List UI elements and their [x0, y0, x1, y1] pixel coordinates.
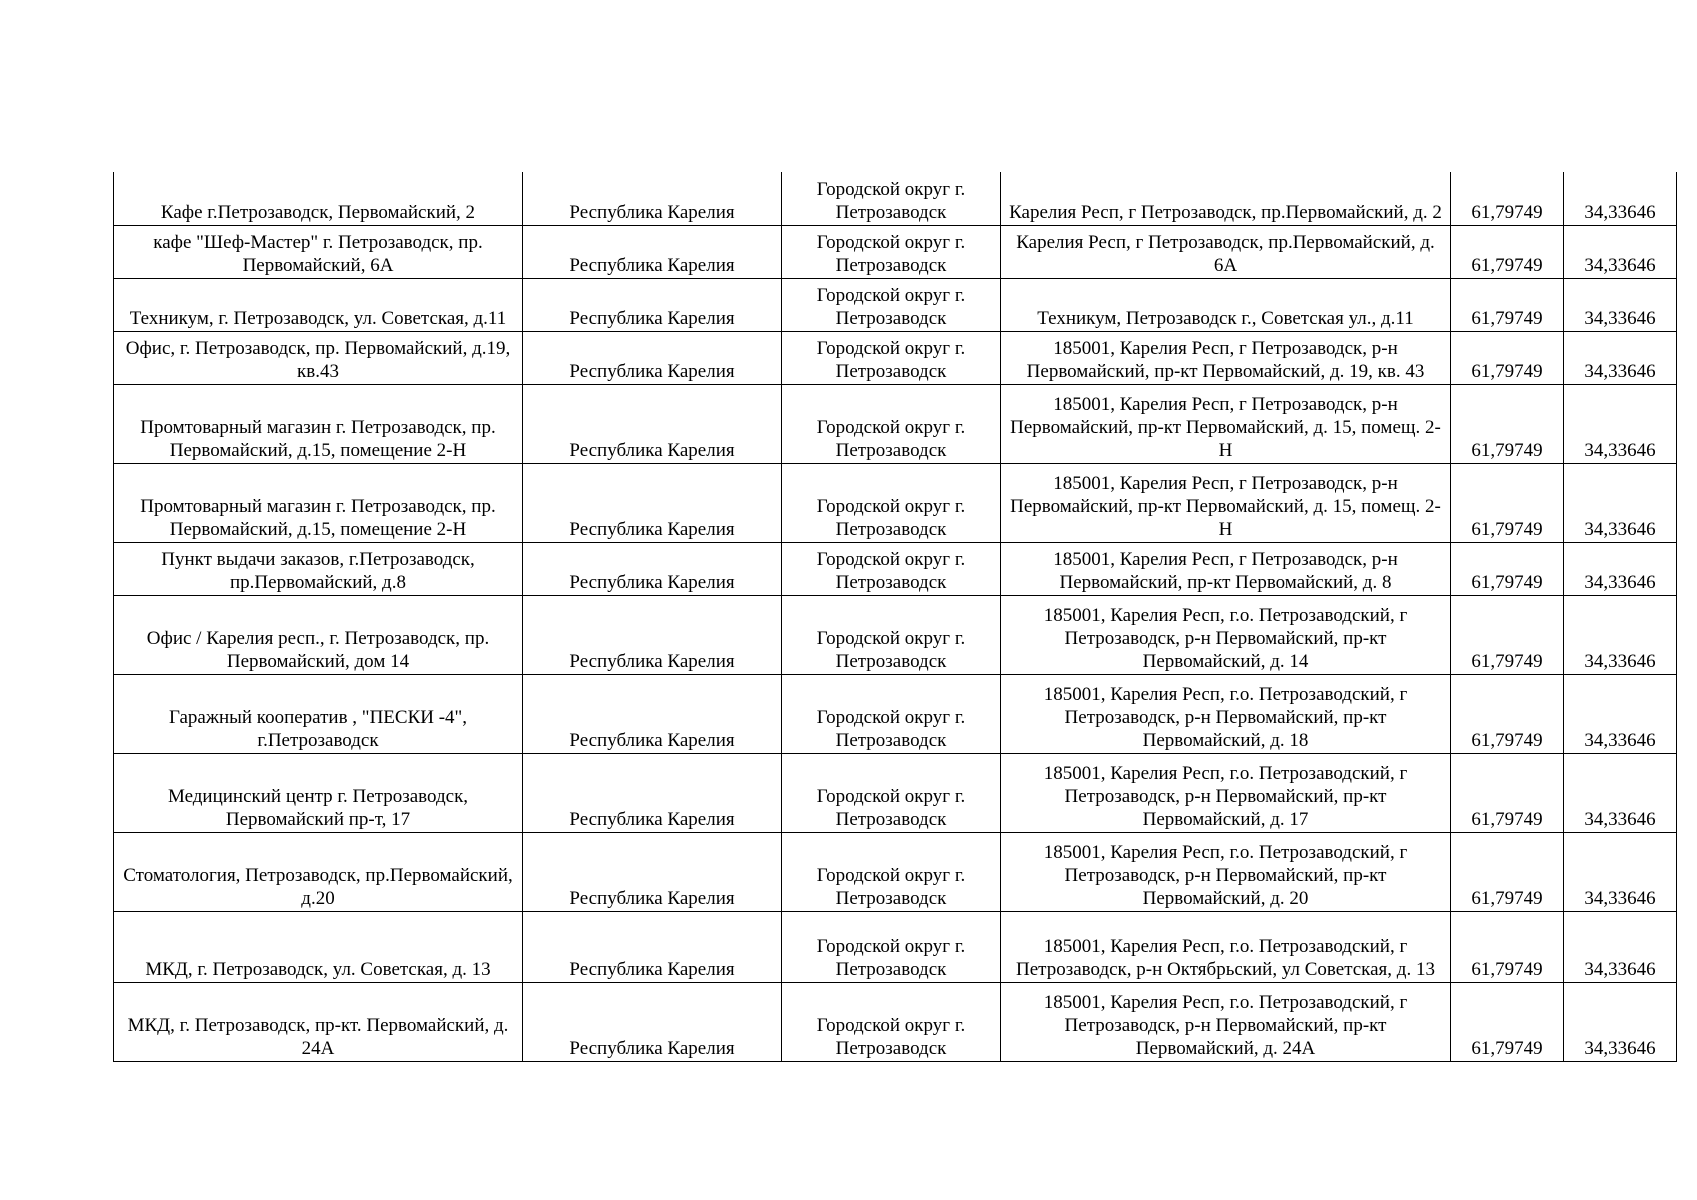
latitude-cell: 61,79749	[1451, 278, 1564, 331]
object-name-cell: Офис, г. Петрозаводск, пр. Первомайский, д.19, кв.43	[114, 331, 523, 384]
longitude-cell: 34,33646	[1564, 753, 1677, 832]
address-cell: 185001, Карелия Респ, г Петрозаводск, р-н Первомайский, пр-кт Первомайский, д. 15, помещ. 2-Н	[1001, 384, 1451, 463]
district-cell: Городской округ г. Петрозаводск	[782, 674, 1001, 753]
region-cell: Республика Карелия	[523, 911, 782, 982]
longitude-cell: 34,33646	[1564, 832, 1677, 911]
district-cell: Городской округ г. Петрозаводск	[782, 172, 1001, 225]
address-cell: 185001, Карелия Респ, г.о. Петрозаводский, г Петрозаводск, р-н Первомайский, пр-кт Первомайский, д. 18	[1001, 674, 1451, 753]
table-row	[114, 674, 1677, 753]
address-cell: 185001, Карелия Респ, г Петрозаводск, р-н Первомайский, пр-кт Первомайский, д. 19, кв. 43	[1001, 331, 1451, 384]
district-cell: Городской округ г. Петрозаводск	[782, 982, 1001, 1061]
longitude-cell: 34,33646	[1564, 982, 1677, 1061]
address-cell: 185001, Карелия Респ, г Петрозаводск, р-н Первомайский, пр-кт Первомайский, д. 15, помещ. 2-Н	[1001, 463, 1451, 542]
object-name-cell: Гаражный кооператив , "ПЕСКИ -4", г.Петрозаводск	[114, 674, 523, 753]
latitude-cell: 61,79749	[1451, 753, 1564, 832]
table-row	[114, 331, 1677, 384]
district-cell: Городской округ г. Петрозаводск	[782, 753, 1001, 832]
object-name-cell: кафе "Шеф-Мастер" г. Петрозаводск, пр. Первомайский, 6А	[114, 225, 523, 278]
table-row	[114, 172, 1677, 225]
address-cell: 185001, Карелия Респ, г.о. Петрозаводский, г Петрозаводск, р-н Первомайский, пр-кт Первомайский, д. 20	[1001, 832, 1451, 911]
table-row	[114, 225, 1677, 278]
longitude-cell: 34,33646	[1564, 331, 1677, 384]
region-cell: Республика Карелия	[523, 982, 782, 1061]
district-cell: Городской округ г. Петрозаводск	[782, 225, 1001, 278]
latitude-cell: 61,79749	[1451, 832, 1564, 911]
address-table	[113, 172, 1677, 1062]
district-cell: Городской округ г. Петрозаводск	[782, 595, 1001, 674]
region-cell: Республика Карелия	[523, 384, 782, 463]
address-cell: Карелия Респ, г Петрозаводск, пр.Первомайский, д. 6А	[1001, 225, 1451, 278]
latitude-cell: 61,79749	[1451, 911, 1564, 982]
table-body	[114, 172, 1677, 1061]
latitude-cell: 61,79749	[1451, 982, 1564, 1061]
object-name-cell: Стоматология, Петрозаводск, пр.Первомайский, д.20	[114, 832, 523, 911]
table-row	[114, 911, 1677, 982]
latitude-cell: 61,79749	[1451, 384, 1564, 463]
region-cell: Республика Карелия	[523, 463, 782, 542]
table-row	[114, 384, 1677, 463]
longitude-cell: 34,33646	[1564, 595, 1677, 674]
district-cell: Городской округ г. Петрозаводск	[782, 278, 1001, 331]
region-cell: Республика Карелия	[523, 542, 782, 595]
region-cell: Республика Карелия	[523, 331, 782, 384]
region-cell: Республика Карелия	[523, 753, 782, 832]
longitude-cell: 34,33646	[1564, 384, 1677, 463]
longitude-cell: 34,33646	[1564, 911, 1677, 982]
table-row	[114, 832, 1677, 911]
address-cell: Техникум, Петрозаводск г., Советская ул., д.11	[1001, 278, 1451, 331]
table-row	[114, 542, 1677, 595]
latitude-cell: 61,79749	[1451, 595, 1564, 674]
address-cell: Карелия Респ, г Петрозаводск, пр.Первомайский, д. 2	[1001, 172, 1451, 225]
address-cell: 185001, Карелия Респ, г.о. Петрозаводский, г Петрозаводск, р-н Первомайский, пр-кт Первомайский, д. 24А	[1001, 982, 1451, 1061]
district-cell: Городской округ г. Петрозаводск	[782, 542, 1001, 595]
object-name-cell: Пункт выдачи заказов, г.Петрозаводск, пр.Первомайский, д.8	[114, 542, 523, 595]
district-cell: Городской округ г. Петрозаводск	[782, 832, 1001, 911]
object-name-cell: МКД, г. Петрозаводск, пр-кт. Первомайский, д. 24А	[114, 982, 523, 1061]
region-cell: Республика Карелия	[523, 225, 782, 278]
district-cell: Городской округ г. Петрозаводск	[782, 463, 1001, 542]
longitude-cell: 34,33646	[1564, 278, 1677, 331]
district-cell: Городской округ г. Петрозаводск	[782, 384, 1001, 463]
address-cell: 185001, Карелия Респ, г.о. Петрозаводский, г Петрозаводск, р-н Первомайский, пр-кт Первомайский, д. 17	[1001, 753, 1451, 832]
latitude-cell: 61,79749	[1451, 331, 1564, 384]
latitude-cell: 61,79749	[1451, 172, 1564, 225]
address-cell: 185001, Карелия Респ, г.о. Петрозаводский, г Петрозаводск, р-н Октябрьский, ул Советская, д. 13	[1001, 911, 1451, 982]
object-name-cell: Офис / Карелия респ., г. Петрозаводск, пр. Первомайский, дом 14	[114, 595, 523, 674]
district-cell: Городской округ г. Петрозаводск	[782, 331, 1001, 384]
region-cell: Республика Карелия	[523, 832, 782, 911]
longitude-cell: 34,33646	[1564, 225, 1677, 278]
table-row	[114, 753, 1677, 832]
table-row	[114, 982, 1677, 1061]
object-name-cell: Кафе г.Петрозаводск, Первомайский, 2	[114, 172, 523, 225]
object-name-cell: Техникум, г. Петрозаводск, ул. Советская, д.11	[114, 278, 523, 331]
latitude-cell: 61,79749	[1451, 674, 1564, 753]
address-cell: 185001, Карелия Респ, г Петрозаводск, р-н Первомайский, пр-кт Первомайский, д. 8	[1001, 542, 1451, 595]
longitude-cell: 34,33646	[1564, 674, 1677, 753]
longitude-cell: 34,33646	[1564, 172, 1677, 225]
table-row	[114, 595, 1677, 674]
object-name-cell: Медицинский центр г. Петрозаводск, Первомайский пр-т, 17	[114, 753, 523, 832]
longitude-cell: 34,33646	[1564, 542, 1677, 595]
object-name-cell: МКД, г. Петрозаводск, ул. Советская, д. 13	[114, 911, 523, 982]
object-name-cell: Промтоварный магазин г. Петрозаводск, пр. Первомайский, д.15, помещение 2-Н	[114, 463, 523, 542]
table-row	[114, 278, 1677, 331]
region-cell: Республика Карелия	[523, 674, 782, 753]
latitude-cell: 61,79749	[1451, 463, 1564, 542]
region-cell: Республика Карелия	[523, 595, 782, 674]
district-cell: Городской округ г. Петрозаводск	[782, 911, 1001, 982]
region-cell: Республика Карелия	[523, 278, 782, 331]
latitude-cell: 61,79749	[1451, 542, 1564, 595]
object-name-cell: Промтоварный магазин г. Петрозаводск, пр. Первомайский, д.15, помещение 2-Н	[114, 384, 523, 463]
address-cell: 185001, Карелия Респ, г.о. Петрозаводский, г Петрозаводск, р-н Первомайский, пр-кт Первомайский, д. 14	[1001, 595, 1451, 674]
table-row	[114, 463, 1677, 542]
latitude-cell: 61,79749	[1451, 225, 1564, 278]
longitude-cell: 34,33646	[1564, 463, 1677, 542]
region-cell: Республика Карелия	[523, 172, 782, 225]
